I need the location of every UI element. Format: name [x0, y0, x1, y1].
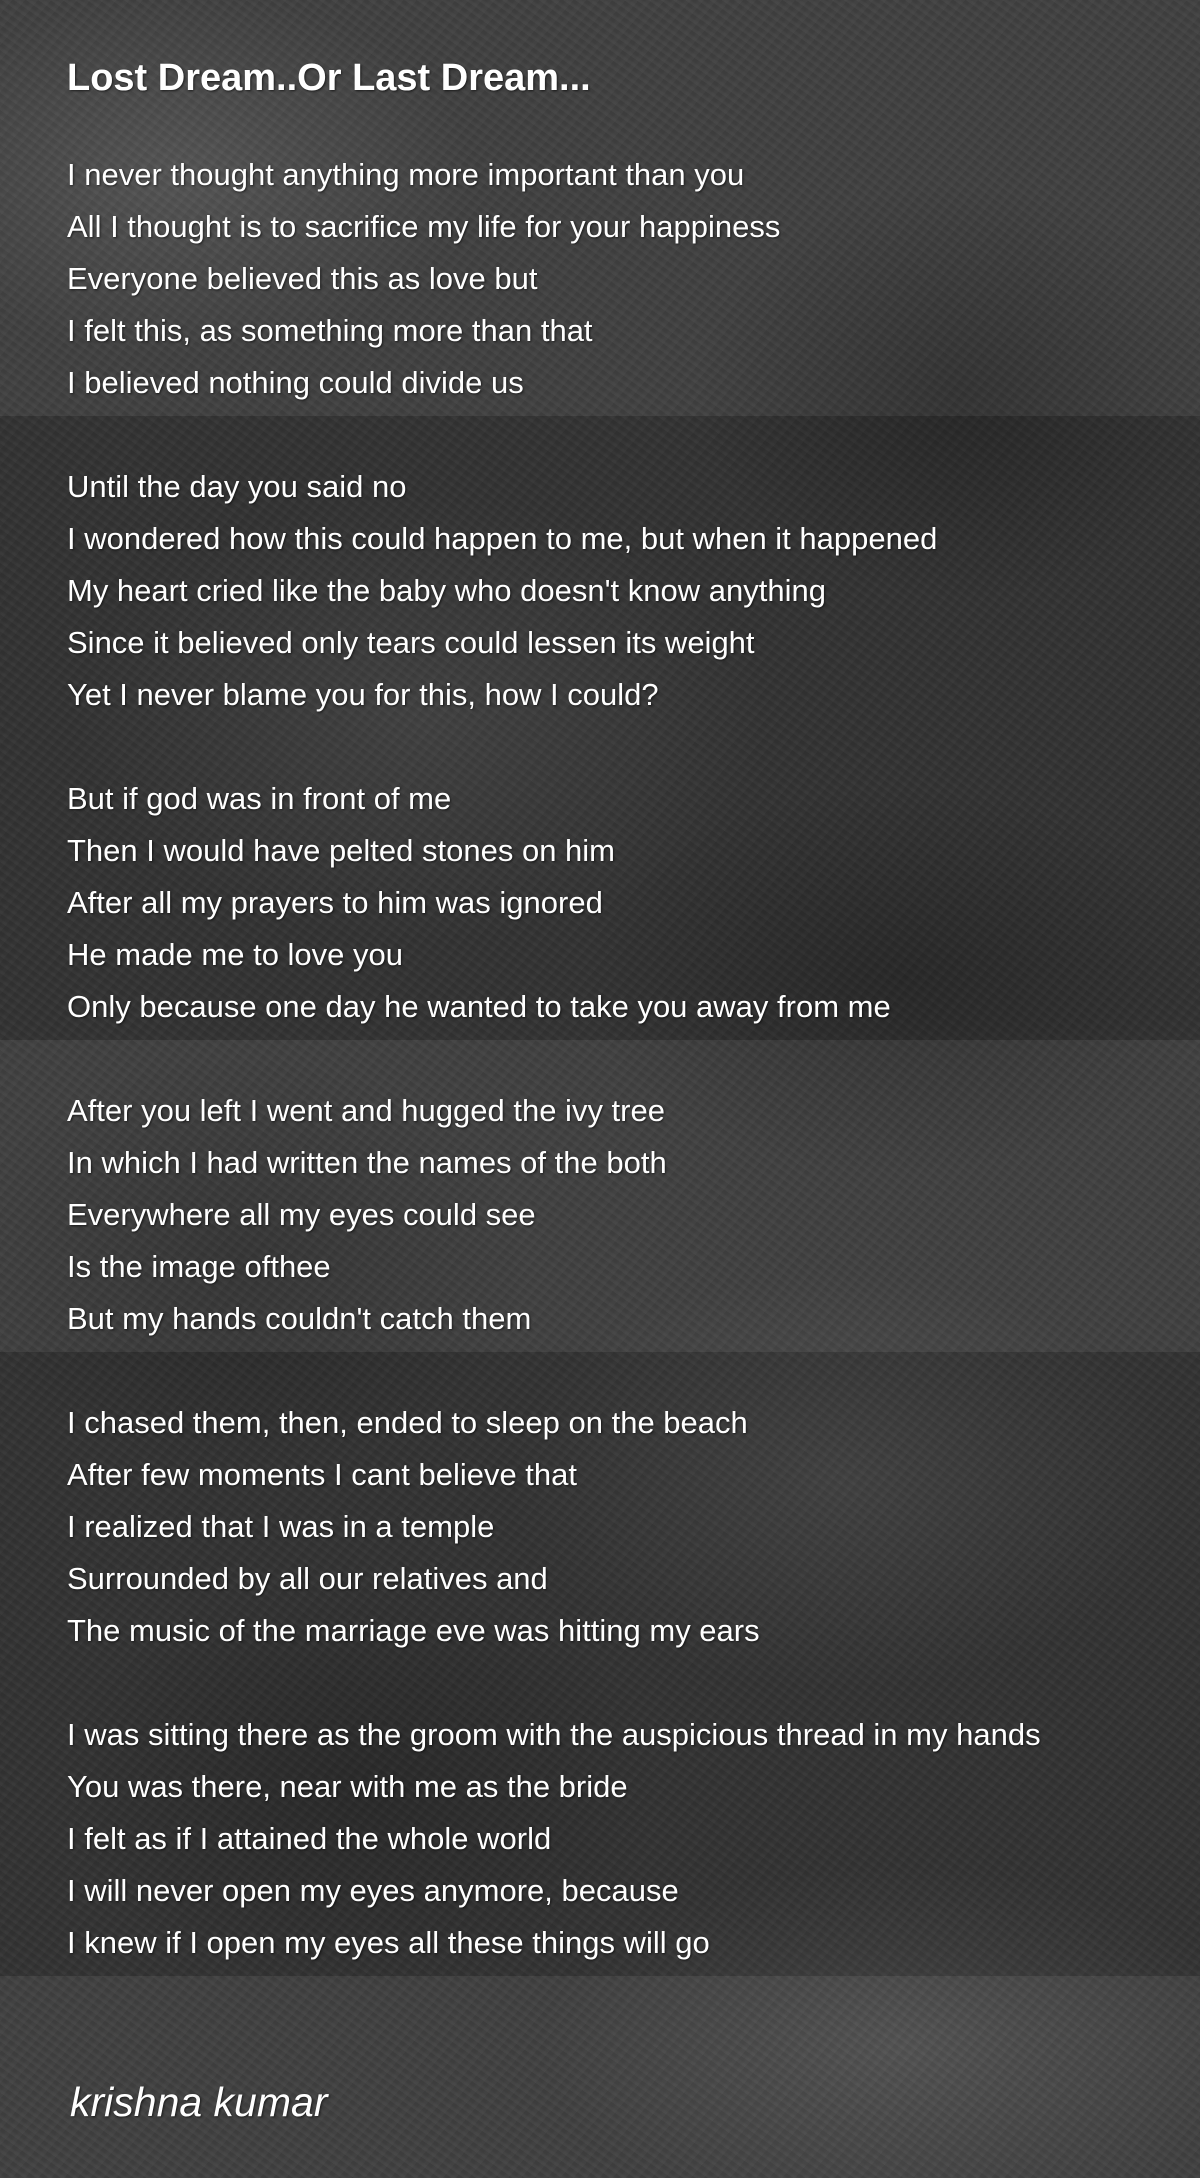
poem-line: I chased them, then, ended to sleep on the beach — [67, 1405, 748, 1440]
poem-line: Since it believed only tears could lessen its weight — [67, 625, 755, 660]
poem-line: After you left I went and hugged the ivy tree — [67, 1093, 665, 1128]
poem-line: After few moments I cant believe that — [67, 1457, 578, 1492]
poem-stanza — [67, 1085, 1192, 1345]
poem-line: In which I had written the names of the both — [67, 1145, 667, 1180]
poem-author: krishna kumar — [70, 2079, 328, 2125]
poem-line: But my hands couldn't catch them — [67, 1301, 532, 1336]
poem-line: I realized that I was in a temple — [67, 1509, 495, 1544]
stanza-gap — [67, 721, 1192, 773]
poem-line: I will never open my eyes anymore, because — [67, 1873, 679, 1908]
poem-line: Only because one day he wanted to take you away from me — [67, 989, 891, 1024]
stanza-gap — [67, 1345, 1192, 1397]
poem-stanza — [67, 1397, 1192, 1657]
poem-line: Until the day you said no — [67, 469, 407, 504]
poem-line: I wondered how this could happen to me, but when it happened — [67, 521, 938, 556]
poem-line: I felt as if I attained the whole world — [67, 1821, 552, 1856]
poem-line: I never thought anything more important than you — [67, 157, 745, 192]
poem-line: I felt this, as something more than that — [67, 313, 593, 348]
poem-line: All I thought is to sacrifice my life for your happiness — [67, 209, 781, 244]
poem-line: After all my prayers to him was ignored — [67, 885, 603, 920]
poem-line: Everywhere all my eyes could see — [67, 1197, 536, 1232]
stanza-gap — [67, 409, 1192, 461]
poem-line: Yet I never blame you for this, how I could? — [67, 677, 659, 712]
poem-stanza — [67, 1709, 1192, 1969]
poem-line: I was sitting there as the groom with the auspicious thread in my hands — [67, 1717, 1041, 1752]
background-band-5 — [0, 1976, 1200, 2178]
poem-line: Everyone believed this as love but — [67, 261, 538, 296]
poem-line: You was there, near with me as the bride — [67, 1769, 628, 1804]
poem-line: I knew if I open my eyes all these things will go — [67, 1925, 710, 1960]
poem-line: The music of the marriage eve was hitting my ears — [67, 1613, 760, 1648]
poem-line: Surrounded by all our relatives and — [67, 1561, 548, 1596]
poem-body — [67, 149, 1192, 1969]
poem-stanza — [67, 461, 1192, 721]
poem-stanza — [67, 773, 1192, 1033]
stanza-gap — [67, 1657, 1192, 1709]
poem-title: Lost Dream..Or Last Dream... — [67, 57, 591, 99]
poem-stanza — [67, 149, 1192, 409]
stanza-gap — [67, 1033, 1192, 1085]
poem-line: My heart cried like the baby who doesn't know anything — [67, 573, 826, 608]
poem-line: Then I would have pelted stones on him — [67, 833, 616, 868]
poem-line: He made me to love you — [67, 937, 404, 972]
poem-line: But if god was in front of me — [67, 781, 452, 816]
poem-line: Is the image ofthee — [67, 1249, 331, 1284]
poem-line: I believed nothing could divide us — [67, 365, 524, 400]
